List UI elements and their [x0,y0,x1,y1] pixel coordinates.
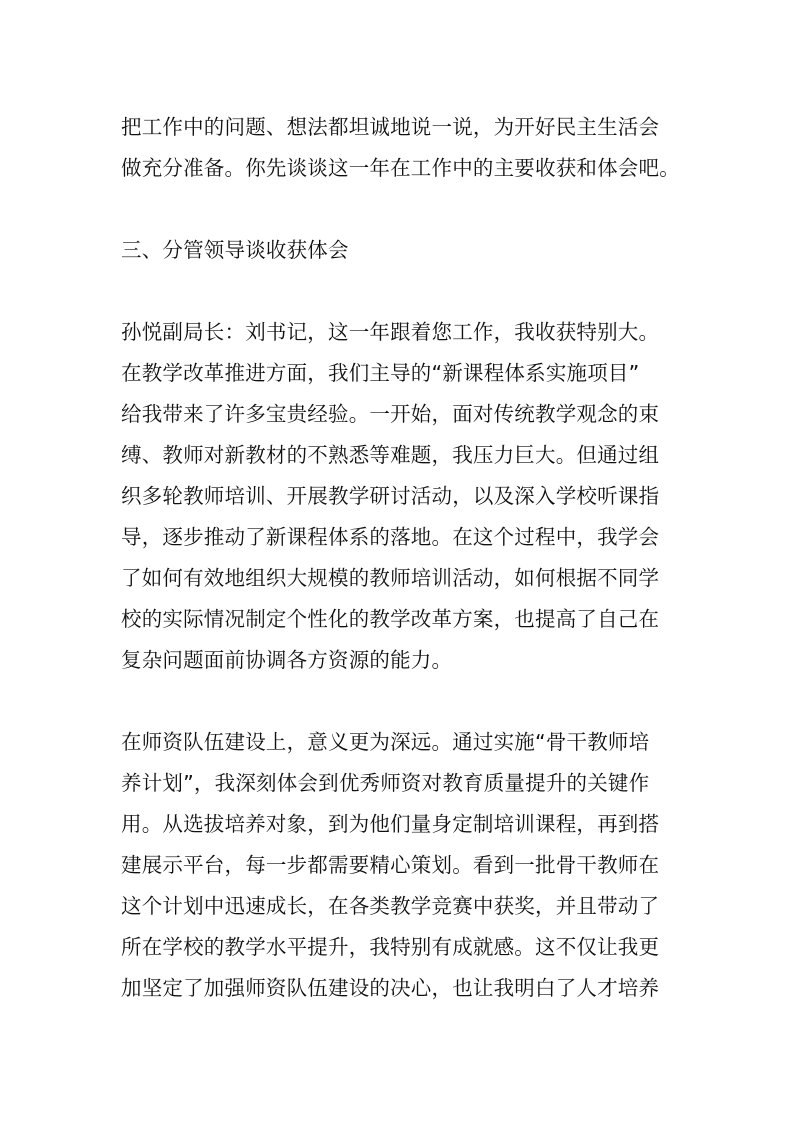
paragraph-line: 了如何有效地组织大规模的教师培训活动，如何根据不同学 [121,566,660,590]
paragraph-line: 用。从选拔培养对象，到为他们量身定制培训课程，再到搭 [121,812,660,836]
paragraph-line: 校的实际情况制定个性化的教学改革方案，也提高了自己在 [121,607,660,631]
paragraph-intro-line: 把工作中的问题、想法都坦诚地说一说，为开好民主生活会 [121,115,660,139]
paragraph-line: 给我带来了许多宝贵经验。一开始，面对传统教学观念的束 [121,402,660,426]
paragraph-line: 复杂问题面前协调各方资源的能力。 [121,648,453,672]
paragraph-intro-line: 做充分准备。你先谈谈这一年在工作中的主要收获和体会吧。 [121,156,680,180]
paragraph-line: 缚、教师对新教材的不熟悉等难题，我压力巨大。但通过组 [121,443,660,467]
paragraph-line: 导，逐步推动了新课程体系的落地。在这个过程中，我学会 [121,525,660,549]
paragraph-line: 加坚定了加强师资队伍建设的决心，也让我明白了人才培养 [121,976,660,1000]
paragraph-line: 这个计划中迅速成长，在各类教学竞赛中获奖，并且带动了 [121,894,660,918]
paragraph-line: 养计划”，我深刻体会到优秀师资对教育质量提升的关键作 [121,771,650,795]
paragraph-line: 建展示平台，每一步都需要精心策划。看到一批骨干教师在 [121,853,660,877]
section-heading: 三、分管领导谈收获体会 [121,238,349,262]
paragraph-line: 孙悦副局长：刘书记，这一年跟着您工作，我收获特别大。 [121,320,660,344]
paragraph-line: 织多轮教师培训、开展教学研讨活动，以及深入学校听课指 [121,484,660,508]
paragraph-line: 所在学校的教学水平提升，我特别有成就感。这不仅让我更 [121,935,660,959]
paragraph-line: 在教学改革推进方面，我们主导的“新课程体系实施项目” [121,361,640,385]
paragraph-line: 在师资队伍建设上，意义更为深远。通过实施“骨干教师培 [121,730,650,754]
